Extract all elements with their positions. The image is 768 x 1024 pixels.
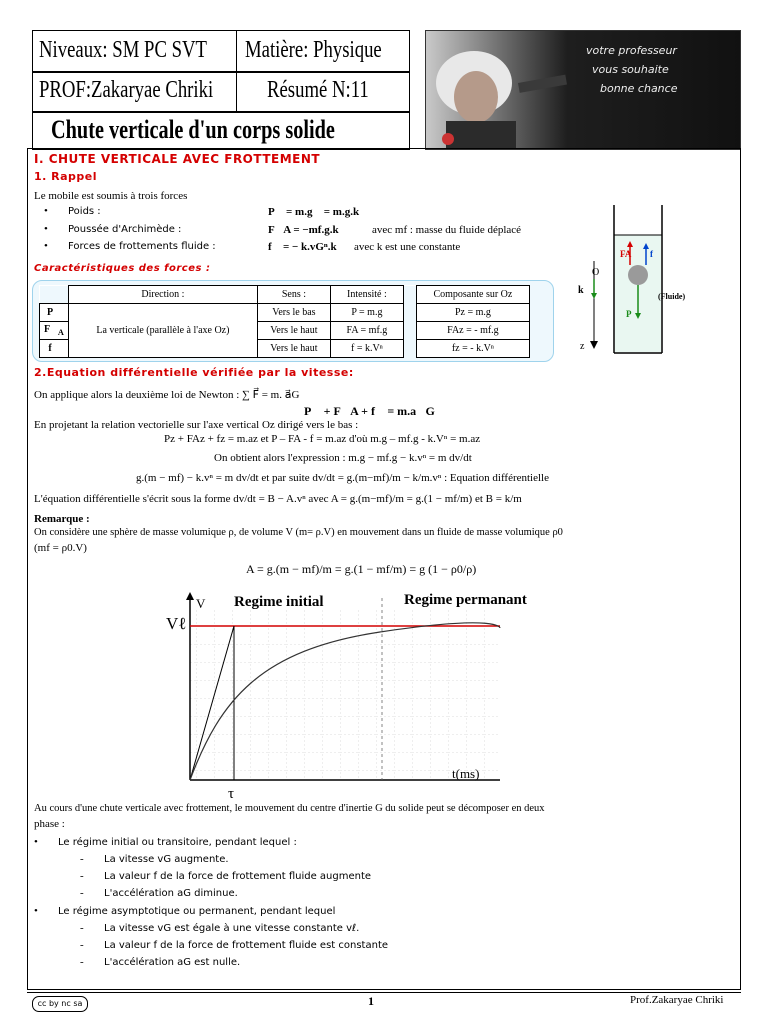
photo-text-2: vous souhaite: [592, 63, 669, 76]
force-formula-frottement: f⃗ = − k.vGⁿ.k⃗: [268, 241, 346, 253]
conclusion-p1: Au cours d'une chute verticale avec frottement, le mouvement du centre d'inertie G du solide peut se décomposer en deux: [34, 803, 545, 814]
cc-license-text: cc by nc sa: [37, 999, 83, 1008]
diff-form-text: L'équation différentielle s'écrit sous la forme dv/dt = B − A.vⁿ avec A = g.(m−mf)/m = g.(1 − mf/m) et B = k/m: [34, 493, 522, 505]
teacher-photo: [425, 30, 741, 150]
row-force-P: P⃗: [40, 304, 69, 322]
forces-table-container: [32, 280, 554, 362]
intensite-P: P = m.g: [330, 304, 403, 322]
fig-label-z: z: [580, 341, 585, 352]
section1-heading: I. CHUTE VERTICALE AVEC FROTTEMENT: [34, 152, 321, 166]
force-name-poids: Poids :: [68, 206, 101, 217]
niveaux-text: Niveaux: SM PC SVT: [39, 37, 207, 63]
header-matiere-box: [236, 30, 410, 72]
graph-t-label: t(ms): [452, 766, 480, 781]
matiere-text: Matière: Physique: [245, 37, 382, 63]
section2-heading: 2.Equation différentielle vérifiée par la vitesse:: [34, 366, 354, 379]
footer-author: Prof.Zakaryae Chriki: [630, 994, 724, 1006]
intensite-f: f = k.Vⁿ: [330, 340, 403, 358]
remarque-text: On considère une sphère de masse volumique ρ, de volume V (m= ρ.V) en mouvement dans un fluide de masse volumique ρ0: [34, 527, 563, 538]
photo-text-3: bonne chance: [600, 82, 678, 95]
projection-eq: Pz + FAz + fz = m.az et P – FA - f = m.az d'où m.g – mf.g - k.Vⁿ = m.az: [164, 433, 481, 445]
sens-f: Vers le haut: [257, 340, 330, 358]
regime-permanent-label: Regime permanant: [404, 592, 527, 608]
newton-law: On applique alors la deuxième loi de Newton : ∑ F⃗ = m. a⃗G: [34, 389, 300, 401]
regime-permanent-title: Le régime asymptotique ou permanent, pendant lequel: [58, 906, 336, 917]
force-formula-poids: P⃗ = m.g⃗ = m.g.k⃗: [268, 206, 368, 218]
graph-tau-label: τ: [228, 786, 235, 802]
newton-vector: P⃗ + F⃗A + f⃗ = m.a⃗G: [304, 404, 435, 418]
permanent-item-3: L'accélération aG est nulle.: [104, 957, 241, 968]
remarque-title: Remarque :: [34, 513, 90, 525]
resume-text: Résumé N:11: [267, 77, 369, 103]
initial-item-1: La vitesse vG augmente.: [104, 854, 229, 865]
graph-v-label: V: [196, 596, 206, 611]
sens-FA: Vers le haut: [257, 322, 330, 340]
permanent-item-2: La valeur f de la force de frottement fluide est constante: [104, 940, 389, 951]
col-composante: Composante sur Oz: [416, 286, 529, 304]
col-intensite: Intensité :: [330, 286, 403, 304]
fig-label-k: k: [578, 285, 584, 296]
diff-eq-text: g.(m − mf) − k.vⁿ = m dv/dt et par suite dv/dt = g.(m−mf)/m − k/m.vⁿ : Equation différentielle: [136, 472, 549, 484]
fig-label-P: P: [626, 309, 632, 319]
header-niveaux-box: [32, 30, 237, 72]
formula-A: A = g.(m − mf)/m = g.(1 − mf/m) = g (1 − ρ0/ρ): [246, 562, 477, 576]
projection-text: En projetant la relation vectorielle sur l'axe vertical Oz dirigé vers le bas :: [34, 419, 359, 431]
graph-vl-label: Vℓ: [166, 614, 187, 633]
comp-f: fz = - k.Vⁿ: [416, 340, 529, 358]
initial-item-2: La valeur f de la force de frottement fluide augmente: [104, 871, 372, 882]
fig-label-FA: FA: [620, 249, 632, 259]
regime-initial-label: Regime initial: [234, 594, 324, 610]
force-name-frottement: Forces de frottements fluide :: [68, 241, 216, 252]
cc-license-icon: [32, 996, 88, 1012]
force-note-archimede: avec mf : masse du fluide déplacé: [372, 224, 522, 236]
footer-rule: [27, 992, 741, 993]
comp-FA: FAz = - mf.g: [416, 322, 529, 340]
carac-heading: Caractéristiques des forces :: [34, 263, 211, 274]
tube-figure: [570, 195, 710, 365]
force-name-archimede: Poussée d'Archimède :: [68, 224, 182, 235]
force-note-frottement: avec k est une constante: [354, 241, 461, 253]
photo-text-1: votre professeur: [586, 44, 677, 57]
conclusion-p2: phase :: [34, 818, 65, 830]
forces-table: [39, 285, 530, 358]
col-sens: Sens :: [257, 286, 330, 304]
initial-item-3: L'accélération aG diminue.: [104, 888, 238, 899]
regime-initial-title: Le régime initial ou transitoire, pendant lequel :: [58, 837, 297, 848]
page-title: Chute verticale d'un corps solide: [51, 115, 335, 144]
header-prof-box: [32, 72, 237, 112]
page-number: 1: [368, 994, 374, 1008]
sens-P: Vers le bas: [257, 304, 330, 322]
col-direction: Direction :: [68, 286, 257, 304]
fig-label-fluide: (Fluide): [658, 292, 686, 301]
remarque-text-2: (mf = ρ0.V): [34, 542, 87, 554]
expression-text: On obtient alors l'expression : m.g − mf.g − k.vⁿ = m dv/dt: [214, 452, 472, 464]
header-title-box: [32, 112, 410, 150]
comp-P: Pz = m.g: [416, 304, 529, 322]
row-force-FA: $F⃗_A$: [40, 322, 69, 340]
fig-label-f: f: [650, 249, 653, 259]
permanent-item-1: La vitesse vG est égale à une vitesse constante vℓ.: [104, 923, 360, 934]
fig-label-O: O: [592, 267, 600, 278]
intensite-FA: FA = mf.g: [330, 322, 403, 340]
section1-sub: 1. Rappel: [34, 170, 98, 183]
einstein-illustration: [426, 31, 740, 149]
intro-text: Le mobile est soumis à trois forces: [34, 190, 188, 202]
row-force-f: f⃗: [40, 340, 69, 358]
direction-cell: La verticale (parallèle à l'axe Oz): [68, 304, 257, 358]
prof-text: PROF:Zakaryae Chriki: [39, 77, 214, 103]
force-formula-archimede: F⃗A = −mf.g.k⃗: [268, 224, 348, 236]
header-resume-box: [236, 72, 410, 112]
